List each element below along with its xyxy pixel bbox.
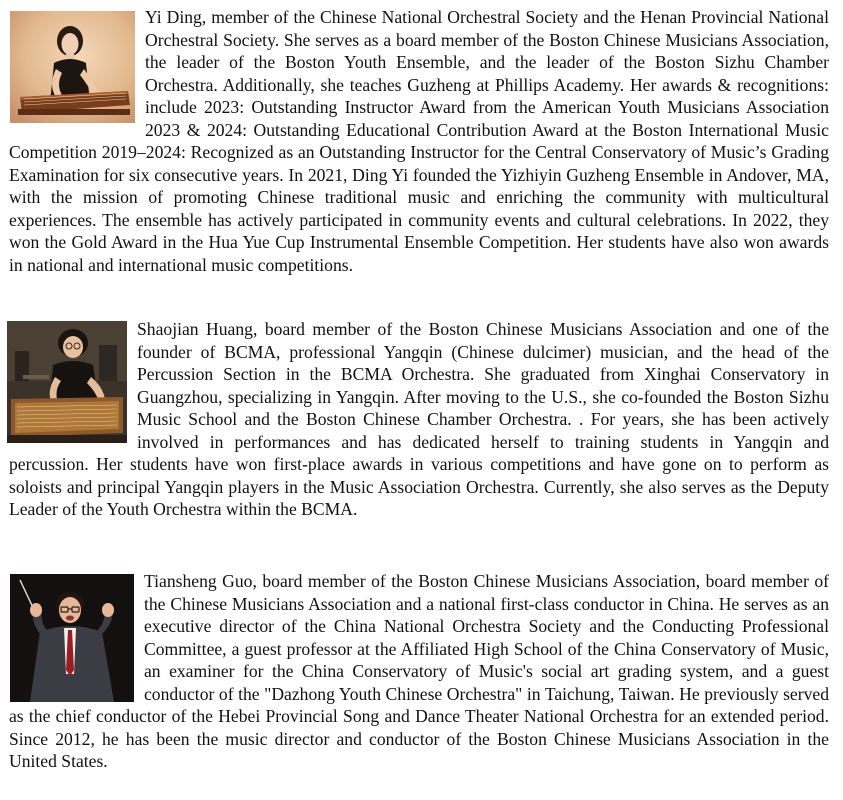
bio-text-tiansheng-guo: Tiansheng Guo, board member of the Boston Chinese Musicians Association, board member of the Chinese Musicians Association and a national first-class conductor in China. He serves as an executive director of the China National Orchestra Society and the Conducting Professional Committee, a guest professor at the Affiliated High School of the China Conservatory of Music, an examiner for the China Conservatory of Music's social art grading system, and a guest conductor of the "Dazhong Youth Chinese Orchestra" in Taichung, Taiwan. He previously served as the chief conductor of the Hebei Provincial Song and Dance Theater National Orchestra for an extended period. Since 2012, he has been the music director and conductor of the Boston Chinese Musicians Association in the United States. bbox=[9, 571, 829, 771]
bio-shaojian-huang bbox=[9, 318, 829, 521]
bio-text-yi-ding: Yi Ding, member of the Chinese National Orchestral Society and the Henan Provincial National Orchestral Society. She serves as a board member of the Boston Chinese Musicians Association, the leader of the Boston Youth Ensemble, and the leader of the Boston Sizhu Chamber Orchestra. Additionally, she teaches Guzheng at Phillips Academy. Her awards & recognitions: include 2023: Outstanding Instructor Award from the American Youth Musicians Association 2023 & 2024: Outstanding Educational Contribution Award at the Boston International Music Competition 2019–2024: Recognized as an Outstanding Instructor for the Central Conservatory of Music’s Grading Examination for six consecutive years. In 2021, Ding Yi founded the Yizhiyin Guzheng Ensemble in Andover, MA, with the mission of promoting Chinese traditional music and enriching the community with multicultural experiences. The ensemble has actively participated in community events and cultural celebrations. In 2022, they won the Gold Award in the Hua Yue Cup Instrumental Ensemble Competition. Her students have also won awards in national and international music competitions. bbox=[9, 7, 829, 275]
portrait-photo-tiansheng-guo bbox=[10, 574, 134, 702]
portrait-photo-yi-ding bbox=[10, 11, 135, 123]
bio-tiansheng-guo bbox=[9, 570, 829, 773]
portrait-photo-shaojian-huang bbox=[7, 321, 127, 443]
bio-text-shaojian-huang: Shaojian Huang, board member of the Boston Chinese Musicians Association and one of the founder of BCMA, professional Yangqin (Chinese dulcimer) musician, and the head of the Percussion Section in the BCMA Orchestra. She graduated from Xinghai Conservatory in Guangzhou, specializing in Yangqin. After moving to the U.S., she co-founded the Boston Sizhu Music School and the Boston Chinese Chamber Orchestra. . For years, she has been actively involved in performances and has dedicated herself to training students in Yangqin and percussion. Her students have won first-place awards in various competitions and have gone on to perform as soloists and principal Yangqin players in the Music Association Orchestra. Currently, she also serves as the Deputy Leader of the Youth Orchestra within the BCMA. bbox=[9, 319, 829, 519]
bio-yi-ding bbox=[9, 6, 829, 276]
